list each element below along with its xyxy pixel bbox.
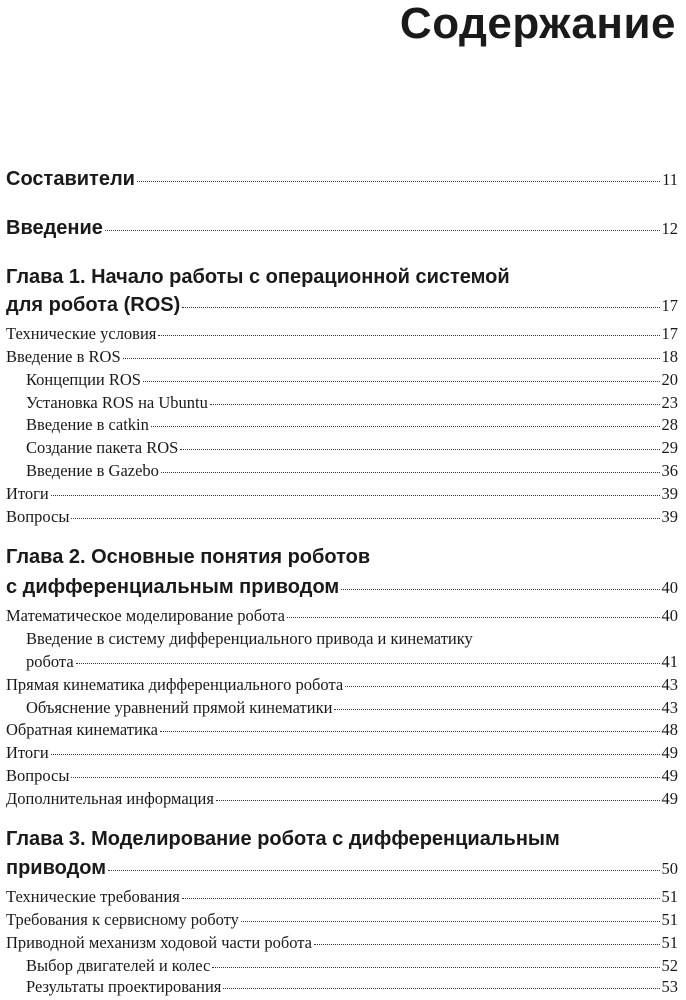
toc-entry-title: Итоги (6, 484, 49, 503)
toc-page-number: 20 (661, 370, 678, 389)
toc-page-number: 36 (661, 461, 678, 480)
toc-entry-title: Введение (6, 217, 103, 239)
dot-leader (137, 181, 660, 182)
toc-entry-title: Технические условия (6, 324, 157, 343)
toc-entry[interactable] (6, 605, 678, 627)
toc-entry-title: Итоги (6, 743, 49, 762)
chapter-3-title-line2: приводом (6, 857, 107, 879)
toc-page-number: 49 (661, 766, 678, 785)
dot-leader (180, 449, 659, 450)
dot-leader (341, 589, 659, 590)
chapter-1-title-line1[interactable]: Глава 1. Начало работы с операционной системой (6, 266, 510, 288)
toc-subentry-title-line1[interactable]: Введение в систему дифференциального привода и кинематику (26, 629, 473, 648)
toc-entry-title: Обратная кинематика (6, 720, 158, 739)
toc-page-number: 43 (661, 698, 678, 717)
toc-entry-title: Установка ROS на Ubuntu (26, 393, 208, 412)
toc-page-number: 53 (661, 977, 678, 996)
toc-page-number: 49 (661, 743, 678, 762)
toc-entry-title: Вопросы (6, 766, 70, 785)
toc-entry-chapter-1[interactable] (6, 292, 678, 319)
chapter-2-title-line1[interactable]: Глава 2. Основные понятия роботов (6, 546, 371, 568)
toc-entry-title: Выбор двигателей и колес (26, 956, 211, 975)
toc-entry[interactable] (6, 932, 678, 954)
toc-page-number: 40 (661, 606, 678, 625)
toc-page-number: 29 (661, 438, 678, 457)
toc-entry-title: Концепции ROS (26, 370, 141, 389)
toc-subentry[interactable] (6, 369, 678, 391)
dot-leader (216, 800, 660, 801)
dot-leader (71, 777, 659, 778)
toc-entry-title: Дополнительная информация (6, 789, 214, 808)
toc-page-number: 51 (661, 933, 678, 952)
dot-leader (151, 426, 660, 427)
toc-page-number: 49 (661, 789, 678, 808)
toc-entry[interactable] (6, 765, 678, 787)
toc-entry[interactable] (6, 506, 678, 528)
toc-page-number: 17 (661, 324, 678, 343)
toc-entry-chapter-3[interactable] (6, 855, 678, 882)
toc-page-number: 43 (661, 675, 678, 694)
chapter-1-title-line2: для робота (ROS) (6, 294, 181, 316)
dot-leader (105, 230, 660, 231)
toc-subentry[interactable] (6, 460, 678, 482)
toc-entry-title: Прямая кинематика дифференциального робота (6, 675, 344, 694)
toc-entry[interactable] (6, 323, 678, 345)
toc-entry[interactable] (6, 886, 678, 908)
toc-entry-title: Математическое моделирование робота (6, 606, 285, 625)
dot-leader (143, 381, 660, 382)
toc-entry-title: Составители (6, 168, 135, 190)
toc-subentry[interactable] (6, 414, 678, 436)
toc-page-number: 40 (661, 578, 678, 597)
toc-entry[interactable] (6, 483, 678, 505)
toc-entry[interactable] (6, 742, 678, 764)
toc-subentry[interactable] (6, 437, 678, 459)
chapter-2-title-line2: с дифференциальным приводом (6, 576, 340, 598)
toc-subentry[interactable] (6, 697, 678, 719)
toc-page-number: 48 (661, 720, 678, 739)
dot-leader (51, 495, 660, 496)
toc-entry[interactable] (6, 674, 678, 696)
toc-entry[interactable] (6, 909, 678, 931)
toc-entry-title: Введение в catkin (26, 415, 149, 434)
dot-leader (108, 870, 659, 871)
dot-leader (334, 709, 659, 710)
toc-entry-intro[interactable] (6, 215, 678, 242)
toc-entry[interactable] (6, 719, 678, 741)
toc-entry-title: Введение в Gazebo (26, 461, 159, 480)
toc-page-number: 18 (661, 347, 678, 366)
toc-page-number: 41 (661, 652, 678, 671)
dot-leader (314, 944, 660, 945)
dot-leader (223, 988, 659, 989)
dot-leader (161, 472, 660, 473)
toc-page-number: 39 (661, 507, 678, 526)
toc-entry-chapter-2[interactable] (6, 574, 678, 601)
toc-page-number: 51 (661, 910, 678, 929)
dot-leader (241, 921, 660, 922)
dot-leader (287, 617, 660, 618)
toc-entry-contributors[interactable] (6, 166, 678, 193)
page-title: Содержание (399, 0, 676, 48)
chapter-3-title-line1[interactable]: Глава 3. Моделирование робота с дифференциальным (6, 828, 560, 850)
toc-entry-title: Введение в ROS (6, 347, 121, 366)
dot-leader (212, 967, 659, 968)
dot-leader (210, 404, 660, 405)
dot-leader (71, 518, 659, 519)
toc-entry-title: Объяснение уравнений прямой кинематики (26, 698, 333, 717)
dot-leader (51, 754, 660, 755)
toc-page-number: 11 (662, 170, 678, 189)
dot-leader (158, 335, 659, 336)
toc-entry-title: Вопросы (6, 507, 70, 526)
toc-subentry[interactable] (6, 955, 678, 977)
dot-leader (182, 307, 659, 308)
toc-page-number: 51 (661, 887, 678, 906)
toc-entry[interactable] (6, 346, 678, 368)
toc-page-number: 17 (661, 296, 678, 315)
toc-page-number: 23 (661, 393, 678, 412)
toc-entry[interactable] (6, 788, 678, 810)
toc-subentry[interactable] (6, 651, 678, 673)
dot-leader (123, 358, 660, 359)
dot-leader (160, 731, 660, 732)
toc-subentry[interactable] (6, 976, 678, 998)
dot-leader (182, 898, 660, 899)
toc-entry-title: Результаты проектирования (26, 977, 222, 996)
toc-entry-title: Требования к сервисному роботу (6, 910, 239, 929)
dot-leader (76, 663, 660, 664)
dot-leader (345, 686, 659, 687)
toc-page-number: 50 (661, 859, 678, 878)
toc-page-number: 52 (661, 956, 678, 975)
toc-subentry[interactable] (6, 392, 678, 414)
toc-entry-title: робота (26, 652, 74, 671)
toc-entry-title: Создание пакета ROS (26, 438, 179, 457)
toc-page-number: 28 (661, 415, 678, 434)
toc-entry-title: Приводной механизм ходовой части робота (6, 933, 312, 952)
toc-entry-title: Технические требования (6, 887, 180, 906)
toc-page-number: 39 (661, 484, 678, 503)
toc-page-number: 12 (661, 219, 678, 238)
